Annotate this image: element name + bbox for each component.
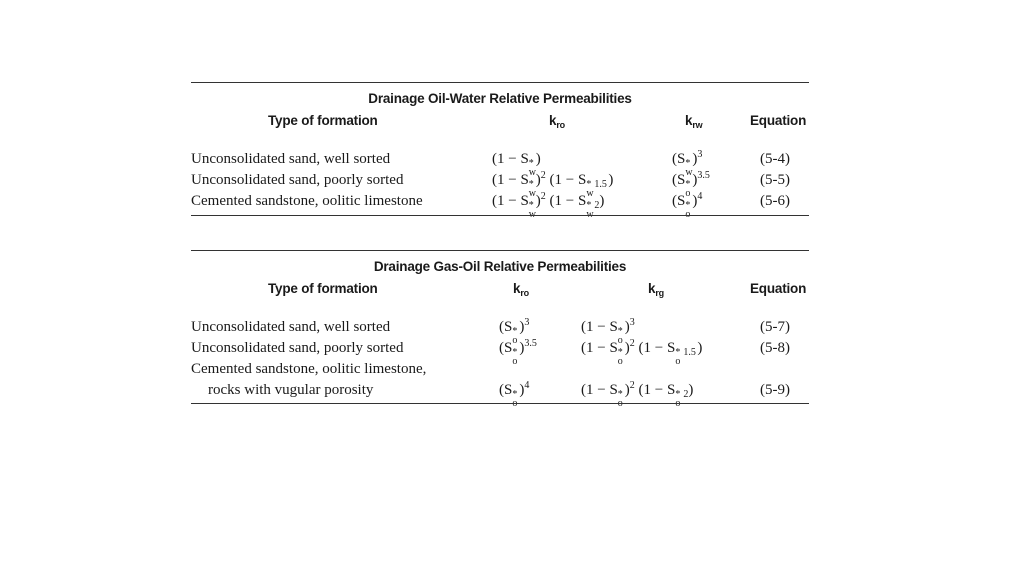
row-formation: Unconsolidated sand, well sorted <box>191 151 391 167</box>
gas-oil-table <box>191 250 809 404</box>
top-rule <box>191 82 809 83</box>
header-equation: Equation <box>750 281 807 296</box>
equation-number: (5-9) <box>760 382 790 398</box>
equation-number: (5-8) <box>760 340 790 356</box>
oil-water-table <box>191 82 809 216</box>
kro-formula: (S * )$^4$ <box>499 380 530 400</box>
header-kro: $k_{ro}$ <box>513 281 529 298</box>
krg-formula: (1 − S * o )$^3$ <box>581 317 635 346</box>
bottom-rule <box>191 403 809 404</box>
kro-formula: (1 − S * w ) <box>492 151 541 178</box>
krw-formula: (S * o )$^{3.5}$ <box>672 170 710 199</box>
table-title: Drainage Oil-Water Relative Permeabilities <box>368 91 632 106</box>
kro-formula: (1 − S * )$^2$ (1 − S * 2 ) <box>492 191 605 211</box>
top-rule <box>191 250 809 251</box>
row-formation: Cemented sandstone, oolitic limestone <box>191 193 423 209</box>
table-title: Drainage Gas-Oil Relative Permeabilities <box>373 259 627 274</box>
kro-formula: (S * o )$^3$ <box>499 317 530 346</box>
krg-formula: (1 − S * )$^2$ (1 − S * 2 ) <box>581 380 694 400</box>
header-formation: Type of formation <box>268 281 378 296</box>
krw-formula: (S * w )$^3$ <box>672 149 703 178</box>
row-formation: Unconsolidated sand, poorly sorted <box>191 340 404 356</box>
kro-formula: (S * o )$^{3.5}$ <box>499 338 537 367</box>
row-formation-line2: rocks with vugular porosity <box>208 382 374 398</box>
row-formation-line1: Cemented sandstone, oolitic limestone, <box>191 361 427 377</box>
header-krg: $k_{rg}$ <box>648 281 664 298</box>
equation-number: (5-6) <box>760 193 790 209</box>
equation-number: (5-7) <box>760 319 790 335</box>
row-formation: Unconsolidated sand, poorly sorted <box>191 172 404 188</box>
header-equation: Equation <box>750 113 807 128</box>
header-krw: $k_{rw}$ <box>685 113 703 130</box>
equation-number: (5-5) <box>760 172 790 188</box>
header-formation: Type of formation <box>268 113 378 128</box>
krw-formula: (S * )$^4$ <box>672 191 703 211</box>
header-kro: $k_{ro}$ <box>549 113 565 130</box>
kro-formula: (1 − S * w )$^2$ (1 − S * w 1.5 ) <box>492 170 614 199</box>
equation-number: (5-4) <box>760 151 790 167</box>
row-formation: Unconsolidated sand, well sorted <box>191 319 391 335</box>
bottom-rule <box>191 215 809 216</box>
krg-formula: (1 − S * o )$^2$ (1 − S * o 1.5 ) <box>581 338 703 367</box>
